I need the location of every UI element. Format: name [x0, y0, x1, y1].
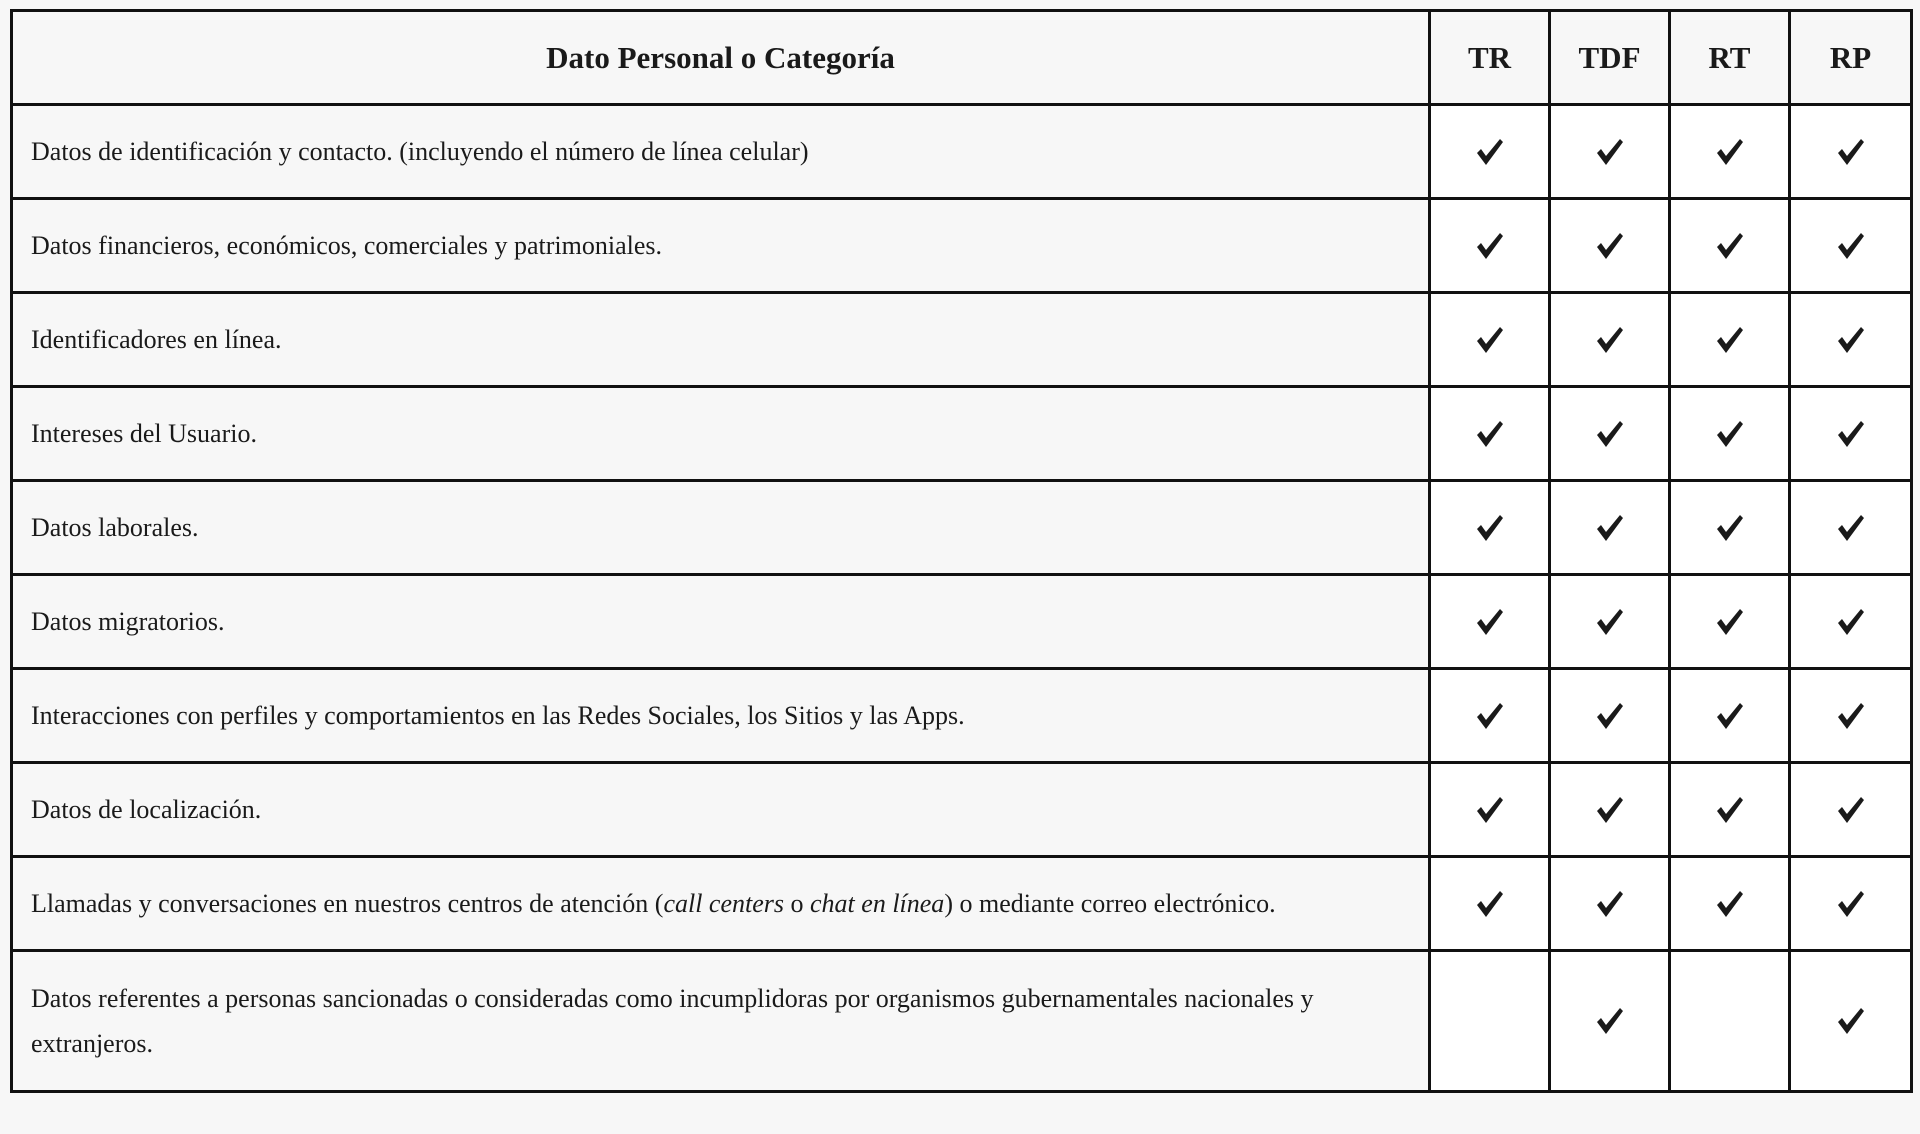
check-icon [1474, 700, 1506, 732]
personal-data-table [10, 9, 1913, 1093]
check-icon [1835, 230, 1867, 262]
check-cell-rp [1790, 763, 1912, 857]
category-cell [12, 575, 1430, 669]
check-cell-rp [1790, 857, 1912, 951]
category-text: o [784, 889, 811, 918]
check-icon [1594, 888, 1626, 920]
table-row [12, 481, 1912, 575]
table-row [12, 105, 1912, 199]
check-icon [1714, 230, 1746, 262]
check-cell-rt [1670, 105, 1790, 199]
check-cell-rt [1670, 387, 1790, 481]
check-icon [1835, 606, 1867, 638]
check-icon [1835, 136, 1867, 168]
check-icon [1474, 324, 1506, 356]
category-text: ) o mediante correo electrónico. [944, 889, 1276, 918]
check-cell-rt [1670, 951, 1790, 1092]
table-container [10, 9, 1910, 1093]
check-cell-rp [1790, 669, 1912, 763]
check-icon [1594, 1005, 1626, 1037]
category-cell [12, 481, 1430, 575]
check-cell-rp [1790, 293, 1912, 387]
check-cell-tdf [1550, 387, 1670, 481]
check-icon [1474, 794, 1506, 826]
table-row [12, 199, 1912, 293]
category-text: Datos referentes a personas sancionadas o consideradas como incumplidoras por organismos gubernamentales nacionales y extranjeros. [31, 984, 1314, 1058]
check-cell-tr [1430, 481, 1550, 575]
check-cell-rt [1670, 293, 1790, 387]
table-body [12, 105, 1912, 1092]
category-text-italic: chat en línea [810, 889, 945, 918]
check-cell-rt [1670, 199, 1790, 293]
check-cell-tr [1430, 105, 1550, 199]
check-icon [1594, 794, 1626, 826]
category-text: Datos financieros, económicos, comerciales y patrimoniales. [31, 231, 663, 260]
category-cell [12, 293, 1430, 387]
check-icon [1594, 512, 1626, 544]
check-icon [1474, 606, 1506, 638]
check-icon [1714, 418, 1746, 450]
check-cell-tr [1430, 669, 1550, 763]
check-cell-rp [1790, 575, 1912, 669]
category-text-italic: call centers [663, 889, 785, 918]
check-icon [1835, 700, 1867, 732]
table-row [12, 763, 1912, 857]
check-icon [1714, 136, 1746, 168]
category-text: Datos migratorios. [31, 607, 225, 636]
check-cell-rt [1670, 669, 1790, 763]
check-cell-tdf [1550, 481, 1670, 575]
check-cell-rp [1790, 481, 1912, 575]
category-text: Llamadas y conversaciones en nuestros centros de atención ( [31, 889, 664, 918]
header-tdf: TDF [1550, 11, 1670, 105]
check-icon [1474, 418, 1506, 450]
check-icon [1835, 1005, 1867, 1037]
check-icon [1474, 512, 1506, 544]
table-row [12, 857, 1912, 951]
category-text: Identificadores en línea. [31, 325, 282, 354]
check-cell-tdf [1550, 951, 1670, 1092]
check-cell-tdf [1550, 669, 1670, 763]
check-cell-tr [1430, 387, 1550, 481]
check-cell-tdf [1550, 105, 1670, 199]
check-icon [1714, 512, 1746, 544]
check-cell-rt [1670, 857, 1790, 951]
check-icon [1714, 888, 1746, 920]
table-row [12, 575, 1912, 669]
check-cell-tr [1430, 575, 1550, 669]
table-row [12, 951, 1912, 1092]
check-icon [1474, 888, 1506, 920]
table-row [12, 669, 1912, 763]
check-icon [1594, 230, 1626, 262]
category-text: Datos laborales. [31, 513, 199, 542]
check-icon [1714, 606, 1746, 638]
category-text: Datos de identificación y contacto. (incluyendo el número de línea celular) [31, 137, 809, 166]
check-icon [1594, 418, 1626, 450]
check-icon [1474, 230, 1506, 262]
category-cell [12, 951, 1430, 1092]
category-text: Datos de localización. [31, 795, 262, 824]
check-icon [1594, 324, 1626, 356]
check-icon [1594, 136, 1626, 168]
table-row [12, 293, 1912, 387]
check-icon [1835, 512, 1867, 544]
check-cell-tr [1430, 951, 1550, 1092]
header-rt: RT [1670, 11, 1790, 105]
check-cell-tr [1430, 857, 1550, 951]
check-cell-rt [1670, 575, 1790, 669]
table-row [12, 387, 1912, 481]
check-cell-tdf [1550, 293, 1670, 387]
category-text: Intereses del Usuario. [31, 419, 257, 448]
check-icon [1835, 794, 1867, 826]
header-rp: RP [1790, 11, 1912, 105]
header-category: Dato Personal o Categoría [12, 11, 1430, 105]
check-icon [1835, 418, 1867, 450]
check-cell-tr [1430, 763, 1550, 857]
check-cell-tdf [1550, 575, 1670, 669]
check-icon [1594, 700, 1626, 732]
check-cell-rt [1670, 481, 1790, 575]
check-cell-tr [1430, 199, 1550, 293]
check-cell-rp [1790, 387, 1912, 481]
check-icon [1594, 606, 1626, 638]
header-tr: TR [1430, 11, 1550, 105]
check-icon [1474, 136, 1506, 168]
check-cell-rp [1790, 199, 1912, 293]
check-icon [1835, 888, 1867, 920]
category-cell [12, 105, 1430, 199]
check-cell-rp [1790, 105, 1912, 199]
check-cell-rt [1670, 763, 1790, 857]
check-cell-rp [1790, 951, 1912, 1092]
check-cell-tdf [1550, 763, 1670, 857]
check-cell-tr [1430, 293, 1550, 387]
check-cell-tdf [1550, 199, 1670, 293]
category-cell [12, 857, 1430, 951]
check-icon [1714, 794, 1746, 826]
category-cell [12, 763, 1430, 857]
category-cell [12, 387, 1430, 481]
check-icon [1714, 324, 1746, 356]
header-row [12, 11, 1912, 105]
check-icon [1835, 324, 1867, 356]
check-cell-tdf [1550, 857, 1670, 951]
category-cell [12, 669, 1430, 763]
category-cell [12, 199, 1430, 293]
check-icon [1714, 700, 1746, 732]
category-text: Interacciones con perfiles y comportamientos en las Redes Sociales, los Sitios y las Apps. [31, 701, 965, 730]
